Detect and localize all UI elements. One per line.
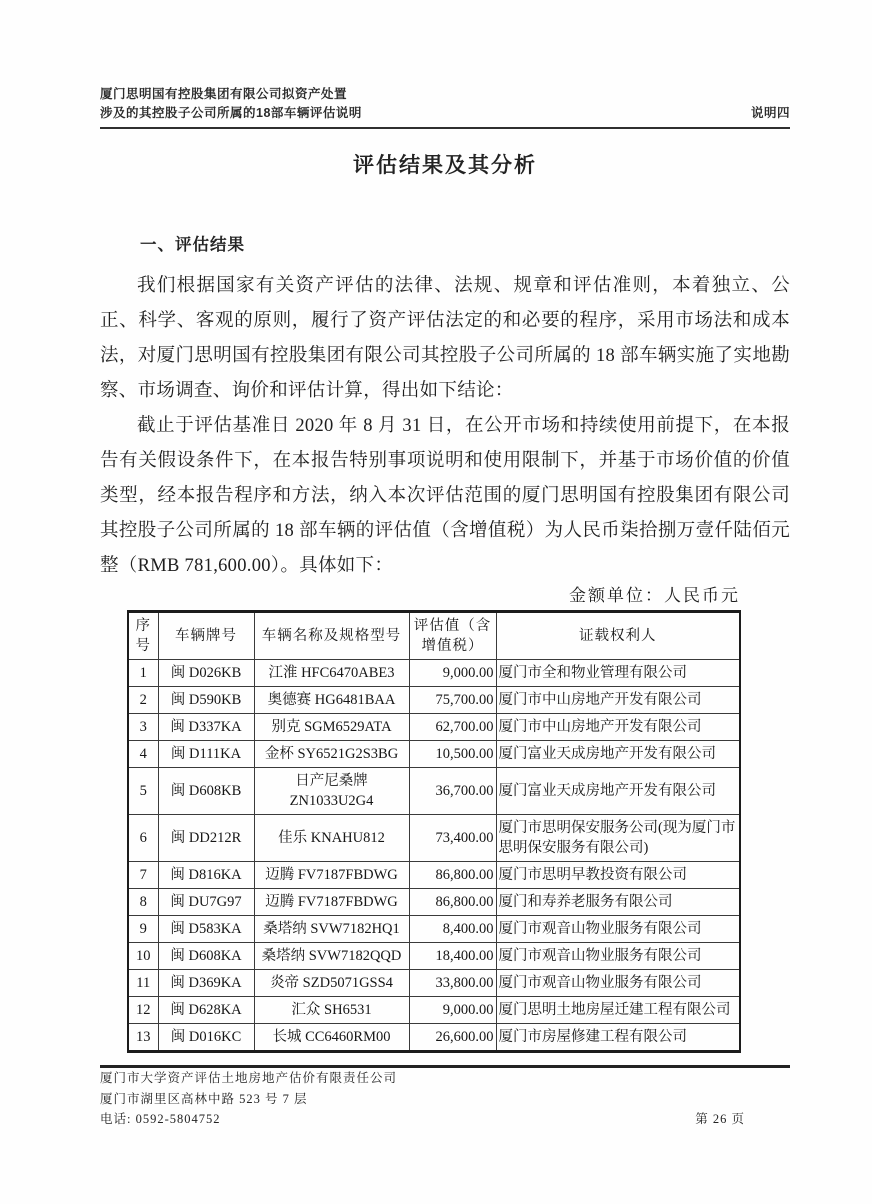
- header-cell-plate: 车辆牌号: [158, 612, 254, 660]
- cell-value: 86,800.00: [409, 889, 496, 916]
- cell-value: 18,400.00: [409, 943, 496, 970]
- cell-model: 佳乐 KNAHU812: [254, 815, 409, 862]
- page-content: [100, 0, 790, 1130]
- cell-owner: 厦门市思明保安服务公司(现为厦门市思明保安服务有限公司): [496, 815, 740, 862]
- cell-plate: 闽 D337KA: [158, 714, 254, 741]
- cell-model: 江淮 HFC6470ABE3: [254, 660, 409, 687]
- cell-plate: 闽 D026KB: [158, 660, 254, 687]
- cell-value: 33,800.00: [409, 970, 496, 997]
- table-row: [128, 741, 740, 768]
- valuation-table: [127, 610, 741, 1053]
- table-row: [128, 687, 740, 714]
- table-row: [128, 916, 740, 943]
- cell-plate: 闽 D016KC: [158, 1024, 254, 1052]
- cell-no: 12: [128, 997, 158, 1024]
- cell-owner: 厦门思明土地房屋迁建工程有限公司: [496, 997, 740, 1024]
- cell-owner: 厦门市中山房地产开发有限公司: [496, 714, 740, 741]
- cell-no: 3: [128, 714, 158, 741]
- cell-owner: 厦门市观音山物业服务有限公司: [496, 916, 740, 943]
- table-row: [128, 660, 740, 687]
- section-heading: 一、评估结果: [140, 236, 245, 254]
- cell-model: 桑塔纳 SVW7182HQ1: [254, 916, 409, 943]
- cell-value: 75,700.00: [409, 687, 496, 714]
- table-row: [128, 714, 740, 741]
- cell-model: 迈腾 FV7187FBDWG: [254, 889, 409, 916]
- cell-model: 桑塔纳 SVW7182QQD: [254, 943, 409, 970]
- cell-model: 别克 SGM6529ATA: [254, 714, 409, 741]
- page-title: 评估结果及其分析: [353, 154, 537, 177]
- paragraph-2: 截止于评估基准日 2020 年 8 月 31 日，在公开市场和持续使用前提下，在本报告有关假设条件下，在本报告特别事项说明和使用限制下，并基于市场价值的价值类型，经本报告程序和方法，纳入本次评估范围的厦门思明国有控股集团有限公司其控股子公司所属的 18 部车辆的评估值（含增值税）为人民币柒拾捌万壹仟陆佰元整（RMB 781,600.00）。具体如下：: [100, 416, 790, 576]
- cell-owner: 厦门市思明早教投资有限公司: [496, 862, 740, 889]
- cell-plate: 闽 D628KA: [158, 997, 254, 1024]
- cell-value: 26,600.00: [409, 1024, 496, 1052]
- cell-value: 9,000.00: [409, 660, 496, 687]
- cell-no: 6: [128, 815, 158, 862]
- footer-address: 厦门市湖里区高林中路 523 号 7 层: [100, 1091, 308, 1106]
- cell-plate: 闽 D816KA: [158, 862, 254, 889]
- cell-model: 长城 CC6460RM00: [254, 1024, 409, 1052]
- header-divider: [100, 127, 790, 129]
- cell-value: 62,700.00: [409, 714, 496, 741]
- cell-model: 金杯 SY6521G2S3BG: [254, 741, 409, 768]
- cell-no: 11: [128, 970, 158, 997]
- cell-plate: 闽 D590KB: [158, 687, 254, 714]
- cell-plate: 闽 D369KA: [158, 970, 254, 997]
- cell-no: 9: [128, 916, 158, 943]
- header-line2: 涉及的其控股子公司所属的18部车辆评估说明: [100, 106, 362, 120]
- table-header-row: [128, 612, 740, 660]
- cell-value: 36,700.00: [409, 768, 496, 815]
- cell-no: 8: [128, 889, 158, 916]
- table-row: [128, 768, 740, 815]
- table-row: [128, 943, 740, 970]
- cell-value: 86,800.00: [409, 862, 496, 889]
- header-line1: 厦门思明国有控股集团有限公司拟资产处置: [100, 87, 348, 101]
- cell-model: 奥德赛 HG6481BAA: [254, 687, 409, 714]
- cell-owner: 厦门市全和物业管理有限公司: [496, 660, 740, 687]
- page-number: 第 26 页: [695, 1112, 745, 1126]
- table-row: [128, 970, 740, 997]
- cell-owner: 厦门和寿养老服务有限公司: [496, 889, 740, 916]
- cell-owner: 厦门市观音山物业服务有限公司: [496, 970, 740, 997]
- cell-no: 2: [128, 687, 158, 714]
- page-header: [100, 0, 790, 129]
- cell-owner: 厦门富业天成房地产开发有限公司: [496, 768, 740, 815]
- table-row: [128, 889, 740, 916]
- header-cell-value: 评估值（含增值税）: [409, 612, 496, 660]
- cell-no: 4: [128, 741, 158, 768]
- cell-no: 10: [128, 943, 158, 970]
- paragraph-1: 我们根据国家有关资产评估的法律、法规、规章和评估准则，本着独立、公正、科学、客观的原则，履行了资产评估法定的和必要的程序，采用市场法和成本法，对厦门思明国有控股集团有限公司其控股子公司所属的 18 部车辆实施了实地勘察、市场调查、询价和评估计算，得出如下结论：: [100, 276, 790, 401]
- cell-model: 炎帝 SZD5071GSS4: [254, 970, 409, 997]
- cell-plate: 闽 D111KA: [158, 741, 254, 768]
- header-title-block: [100, 85, 362, 123]
- cell-plate: 闽 D583KA: [158, 916, 254, 943]
- cell-value: 73,400.00: [409, 815, 496, 862]
- cell-plate: 闽 DD212R: [158, 815, 254, 862]
- cell-no: 5: [128, 768, 158, 815]
- cell-owner: 厦门市房屋修建工程有限公司: [496, 1024, 740, 1052]
- table-row: [128, 1024, 740, 1052]
- cell-model: 日产尼桑牌 ZN1033U2G4: [254, 768, 409, 815]
- cell-no: 7: [128, 862, 158, 889]
- unit-note: 金额单位：人民币元: [569, 586, 740, 605]
- cell-model: 汇众 SH6531: [254, 997, 409, 1024]
- header-cell-model: 车辆名称及规格型号: [254, 612, 409, 660]
- cell-value: 10,500.00: [409, 741, 496, 768]
- footer-company: 厦门市大学资产评估土地房地产估价有限责任公司: [100, 1071, 398, 1085]
- page-footer: [100, 1065, 790, 1130]
- cell-owner: 厦门富业天成房地产开发有限公司: [496, 741, 740, 768]
- cell-value: 8,400.00: [409, 916, 496, 943]
- cell-no: 1: [128, 660, 158, 687]
- cell-plate: 闽 D608KB: [158, 768, 254, 815]
- cell-plate: 闽 D608KA: [158, 943, 254, 970]
- cell-owner: 厦门市中山房地产开发有限公司: [496, 687, 740, 714]
- header-cell-no: 序号: [128, 612, 158, 660]
- cell-owner: 厦门市观音山物业服务有限公司: [496, 943, 740, 970]
- table-row: [128, 815, 740, 862]
- table-row: [128, 997, 740, 1024]
- footer-phone: 电话: 0592-5804752: [100, 1112, 221, 1126]
- cell-plate: 闽 DU7G97: [158, 889, 254, 916]
- header-cell-owner: 证载权利人: [496, 612, 740, 660]
- cell-value: 9,000.00: [409, 997, 496, 1024]
- cell-model: 迈腾 FV7187FBDWG: [254, 862, 409, 889]
- doc-label: 说明四: [750, 106, 790, 120]
- cell-no: 13: [128, 1024, 158, 1052]
- table-row: [128, 862, 740, 889]
